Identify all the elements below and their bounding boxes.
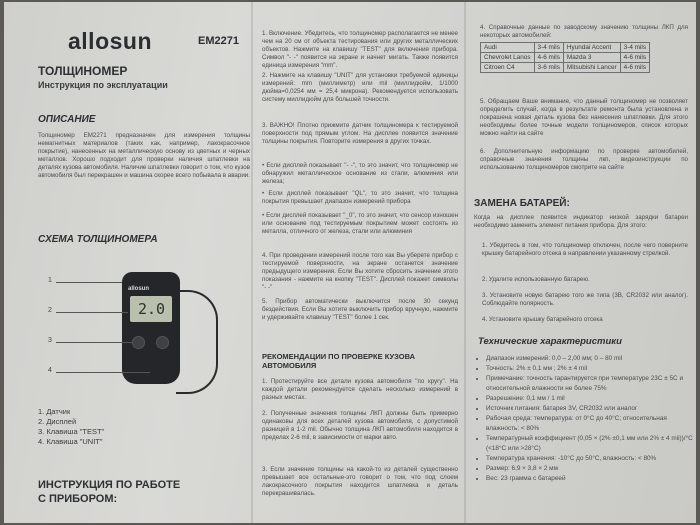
table-cell: Citroen C4 — [481, 63, 535, 73]
spec-item: • Точность: 2% ± 0,1 мм ; 2% ± 4 mil — [486, 364, 696, 374]
step-3: 3. ВАЖНО! Плотно прижмите датчик толщиномера к тестируемой поверхности под прямым углом. На дисплее появится значение толщины покрытия. Повторите измерения в других точках. — [262, 122, 458, 145]
recommendations-heading: РЕКОМЕНДАЦИИ ПО ПРОВЕРКЕ КУЗОВА АВТОМОБИЛЯ — [262, 352, 416, 370]
display-note: • Если дисплей показывает "_0", то это значит, что сенсор изношен или основание под тестируемым покрытием может состоять из металла, отличного от железа, стали или алюминия — [262, 212, 458, 235]
table-row — [481, 63, 650, 73]
battery-intro: Когда на дисплее появится индикатор низкой зарядки батареи необходимо заменить элемент питания прибора. Для этого: — [474, 214, 688, 229]
spec-item: • Примечание: точность гарантируется при температуре 23С ± 5С и относительной влажности не более 75% — [486, 374, 696, 394]
callout-line — [56, 312, 128, 313]
display-note: • Если дисплей показывает "- -", то это значит, что толщиномер не обнаружил металлическое основание из стали, алюминия или железа; — [262, 162, 458, 185]
spec-item: • Температура хранения: -10°С до 50°С, влажность: < 80% — [486, 454, 696, 464]
product-title: ТОЛЩИНОМЕР — [38, 64, 128, 78]
spec-item: • Температурный коэффициент (0,05 × (2% ±0,1 мм или 2% ± 4 mil))/°С (<18°С или >28°С) — [486, 434, 696, 454]
car-paint-table — [480, 42, 650, 73]
specs-heading: Технические характеристики — [478, 336, 622, 347]
product-subtitle: Инструкция по эксплуатации — [38, 80, 168, 90]
parts-legend — [38, 407, 104, 447]
spec-item: • Источник питания: батарея 3V, CR2032 или аналог — [486, 404, 696, 414]
callout-line — [56, 282, 122, 283]
thickness-gauge — [122, 272, 180, 384]
callout-number: 2 — [48, 307, 52, 314]
table-cell: 3-4 mils — [534, 43, 563, 53]
callout-number: 1 — [48, 277, 52, 284]
table-cell: 4-6 mils — [620, 63, 649, 73]
fold-line — [251, 2, 253, 523]
instructions-heading — [38, 478, 180, 506]
brand-logo: allosun — [68, 28, 153, 54]
callout-line — [56, 372, 150, 373]
step-1: 1. Включение. Убедитесь, что толщиномер располагается не менее чем на 20 см от объекта тестирования или других металлических объектов. Нажмите на клавишу "TEST" для включения прибора. Символ "- -" появится на экране и начнет мигать. Также появится единица измерения "mm". — [262, 30, 458, 69]
spec-item: • Диапазон измерений: 0,0 – 2,00 мм; 0 – 80 mil — [486, 354, 696, 364]
callout-line — [56, 342, 132, 343]
battery-step-1: 1. Убедитесь в том, что толщиномер отключен, после чего поверните крышку батарейного отсека в направлении указанному стрелкой. — [482, 242, 688, 257]
table-cell: 4-6 mils — [534, 53, 563, 63]
table-cell: Hyundai Accent — [563, 43, 620, 53]
battery-step-2: 2. Удалите использованную батарею. — [482, 276, 590, 283]
wrist-strap — [176, 290, 218, 394]
callout-number: 4 — [48, 367, 52, 374]
model-number: EM2271 — [198, 35, 239, 47]
unit-key — [156, 336, 169, 349]
recommendation-1: 1. Протестируйте все детали кузова автомобиля "по кругу". На каждой детали рекомендуется сделать несколько измерений в разных местах. — [262, 378, 458, 401]
battery-step-4: 4. Установите крышку батарейного отсека — [482, 316, 603, 323]
table-row — [481, 43, 650, 53]
specs-list — [478, 354, 696, 484]
test-key — [132, 336, 145, 349]
table-cell: 4-6 mils — [620, 53, 649, 63]
scheme-heading: СХЕМА ТОЛЩИНОМЕРА — [38, 234, 158, 245]
recommendation-2: 2. Полученные значения толщины ЛКП должны быть примерно одинаковы для всех деталей кузова автомобиля, с допустимой разницей в 1-2 mil. Обычно толщина ЛКП автомобиля находится в пределах 2-6 mil, в зависимости от марки авто. — [262, 410, 458, 441]
fold-line — [464, 2, 466, 523]
description-heading: ОПИСАНИЕ — [38, 114, 96, 125]
legend-item: 1. Датчик — [38, 407, 71, 416]
spec-item: • Вес: 23 грамма с батареей — [486, 474, 696, 484]
legend-item: 2. Дисплей — [38, 417, 77, 426]
table-cell: 3-4 mils — [620, 43, 649, 53]
battery-step-3: 3. Установите новую батарею того же типа (3В, CR2032 или аналог). Соблюдайте полярность. — [482, 292, 688, 307]
instruction-sheet — [4, 2, 696, 523]
device-display — [130, 296, 172, 322]
battery-heading: ЗАМЕНА БАТАРЕЙ: — [474, 198, 570, 209]
device-diagram — [38, 250, 238, 410]
spec-item: • Рабочая среда: температура: от 0°С до 40°С; относительная влажность: < 80% — [486, 414, 696, 434]
reference-intro: 4. Справочные данные по заводскому значению толщины ЛКП для некоторых автомобилей: — [480, 24, 688, 39]
instructions-heading-line: ИНСТРУКЦИЯ ПО РАБОТЕ — [38, 479, 181, 491]
table-cell: Audi — [481, 43, 535, 53]
description-text: Толщиномер EM2271 предназначен для измерения толщины немагнитных материалов (таких как, например, лакокрасочное покрытие), нанесенных на металлическую основу из цветных и черных металлов. Хорошо подходит для проверки наличия шпатлевки на деталях кузова автомобиля. Наличие шпатлевки говорит о том, что кузов автомобиля был перекрашен и машина скорее всего побывала в аварии. — [38, 132, 250, 179]
step-2: 2. Нажмите на клавишу "UNIT" для установки требуемой единицы измерений: mm (миллиметр) или mil (миллидюйм, 1/1000 дюйма=0,0254 мм = 25,4 микрона). Рекомендуется использовать систему миллидюйм для большей точности. — [262, 72, 458, 103]
recommendation-3: 3. Если значение толщины на какой-то из деталей существенно превышает все остальные-это говорит о том, что под слоем лакокрасочного покрытия находится шпатлевка и деталь перекрашивалась. — [262, 466, 458, 497]
callout-number: 3 — [48, 337, 52, 344]
display-note: • Если дисплей показывает "QL", то это значит, что толщина покрытия превышает диапазон измерений прибора — [262, 190, 458, 205]
legend-item: 3. Клавиша "TEST" — [38, 427, 105, 436]
table-cell: Mazda 3 — [563, 53, 620, 63]
step-4: 4. При проведении измерений после того как Вы уберете прибор с тестируемой поверхности, на экране останется значение предыдущего измерения. Если Вы хотите сбросить значение этого показания - нажмите на кнопку "TEST". Дисплей покажет символы "- -" — [262, 252, 458, 291]
note-5: 5. Обращаем Ваше внимание, что данный толщиномер не позволяет определить случай, когда в результате ремонта была установлена и покрашена новая деталь кузова без нанесения шпатлевки. Для этого необходимы более точные модели толщиномеров, список которых можно найти на сайте — [480, 98, 688, 137]
device-brand: allosun — [128, 286, 150, 292]
note-6: 6. Дополнительную информацию по проверке автомобилей, справочные значения толщины лкп, видеоинструкции по использованию толщиномеров смотрите на сайте — [480, 148, 688, 171]
step-5: 5. Прибор автоматически выключится после 30 секунд бездействия. Если Вы хотите выключить прибор вручную, нажмите и удерживайте клавишу "TEST" более 1 сек. — [262, 298, 458, 321]
table-cell: 3-6 mils — [534, 63, 563, 73]
table-cell: Mitsubishi Lancer — [563, 63, 620, 73]
display-value: 2.0 — [138, 300, 166, 318]
instructions-heading-line: С ПРИБОРОМ: — [38, 493, 118, 505]
legend-item: 4. Клавиша "UNIT" — [38, 437, 103, 446]
table-row — [481, 53, 650, 63]
spec-item: • Разрешение: 0,1 мм / 1 mil — [486, 394, 696, 404]
spec-item: • Размер: 6,9 × 3,8 × 2 мм — [486, 464, 696, 474]
table-cell: Chevrolet Lanos — [481, 53, 535, 63]
